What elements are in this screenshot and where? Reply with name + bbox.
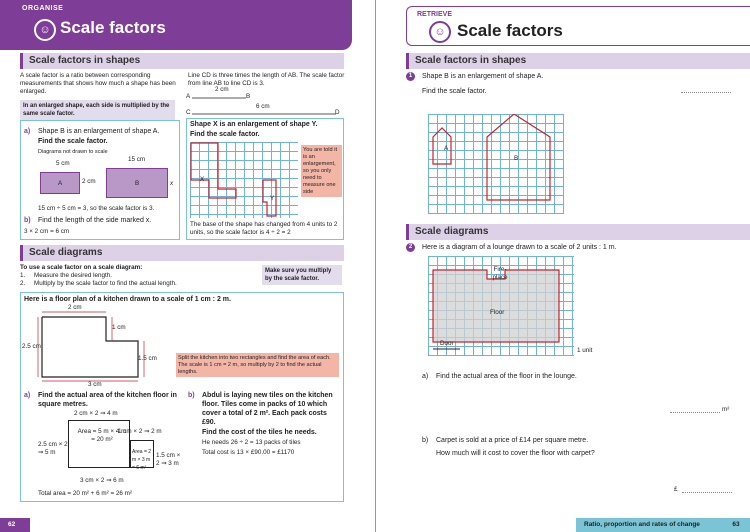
line-text: Line CD is three times the length of AB. The scale factor from line AB to line CD is 3. [188,72,345,87]
unit-m2: m² [722,406,730,413]
answer-line-2b[interactable] [682,492,732,493]
q2a-label: a) [422,373,429,380]
header-tag: RETRIEVE [417,11,453,18]
page-number-left: 62 [0,518,30,532]
k-b-sub: Find the cost of the tiles he needs. [202,429,317,436]
label-shape-b: B [135,180,140,187]
dim-a-width: 5 cm [56,160,70,167]
k-dim-2cm: 2 cm [68,304,82,311]
footer-topic: Ratio, proportion and rates of change [576,518,721,532]
question-1-number: 1 [406,72,415,81]
section-heading-diagrams: Scale diagrams [20,245,344,261]
k-calc-area1: Area = 5 m × 4 m = 20 m² [77,428,127,443]
kitchen-plan [20,305,170,385]
step-2-num: 2. [20,280,26,287]
organise-header [0,0,352,50]
page-title: Scale factors [60,18,166,37]
k-b-text: Abdul is laying new tiles on the kitchen floor. Tiles come in packs of 10 which cover a total of 2 m². Each pack costs £90. [202,392,333,426]
retrieve-header [406,6,750,46]
xy-shapes [190,142,298,218]
section-heading-diagrams: Scale diagrams [406,224,750,240]
answer-line-2a[interactable] [670,412,720,413]
house-shapes [428,114,564,214]
k-a-label: a) [24,392,31,399]
multiply-note: Make sure you multiply by the scale factor. [262,265,342,285]
q2b-sub: How much will it cost to cover the floor with carpet? [436,450,595,457]
q-a-text: Shape B is an enlargement of shape A. [38,128,160,135]
point-d: D [335,109,340,116]
shape-a-house [433,128,451,164]
label-shape-a: A [58,180,63,187]
label-b-house: B [514,155,519,162]
k-calc-top: 2 cm × 2 ⇒ 4 m [74,410,118,417]
section-heading-shapes: Scale factors in shapes [406,53,750,69]
k-b-label: b) [188,392,195,399]
point-c: C [186,109,191,116]
dim-b-width: 15 cm [128,156,146,163]
q-b-text: Find the length of the side marked x. [38,217,152,224]
pound-sign: £ [674,486,678,493]
page-number-right: 63 [721,518,750,532]
k-calc-left: 2.5 cm × 2 ⇒ 5 m [38,441,68,456]
question-2-number: 2 [406,243,415,252]
tip-box: You are told it is an enlargement, so you only need to measure one side [301,145,342,197]
kitchen-title: Here is a floor plan of a kitchen drawn to a scale of 1 cm : 2 m. [24,296,231,303]
floor-label: Floor [490,309,505,316]
dim-a-height: 2 cm [82,178,96,185]
k-b-answer-2: Total cost is 13 × £90.00 = £1170 [202,449,295,456]
intro-text: A scale factor is a ratio between corresponding measurements that shows how much a shape has been enlarged. [20,72,176,95]
shape-b-house [487,114,550,200]
k-total: Total area = 20 m² + 6 m² = 26 m² [38,490,132,497]
q2b-text: Carpet is sold at a price of £14 per square metre. [436,437,589,444]
use-title: To use a scale factor on a scale diagram: [20,264,143,271]
q-a-label: a) [24,128,31,135]
step-2: Multiply by the scale factor to find the actual length. [34,280,177,287]
label-y-shape: Y [270,195,275,202]
q-b-label: b) [24,217,31,224]
xy-title: Shape X is an enlargement of shape Y. [190,121,318,128]
k-dim-25cm: 2.5 cm [22,343,41,350]
door-label: Door [440,340,454,347]
fireplace-label: Fire-place [492,266,508,281]
question-1-sub: Find the scale factor. [422,88,487,95]
k-dim-15cm: 1.5 cm [138,355,157,362]
k-dim-3cm: 3 cm [88,381,102,388]
shape-x [191,143,236,198]
q-a-sub: Find the scale factor. [38,138,108,145]
page-title: Scale factors [457,21,563,40]
q2b-label: b) [422,437,429,444]
q-a-answer: 15 cm ÷ 5 cm = 3, so the scale factor is 3. [38,205,155,212]
label-x-shape: X [200,176,205,183]
section-heading-shapes: Scale factors in shapes [20,53,344,69]
step-1-num: 1. [20,272,26,279]
q-a-small: Diagrams not drawn to scale [38,149,108,155]
k-calc-right: 1.5 cm × 2 ⇒ 3 m [156,452,181,467]
label-cd: 6 cm [256,103,270,110]
question-2-text: Here is a diagram of a lounge drawn to a scale of 2 units : 1 m. [422,244,617,251]
point-b: B [246,93,251,100]
note-box: In an enlarged shape, each side is multiplied by the same scale factor. [20,100,175,120]
point-a: A [186,93,191,100]
label-x: x [170,180,174,187]
xy-sub: Find the scale factor. [190,131,260,138]
label-a-house: A [444,145,449,152]
kitchen-tip: Split the kitchen into two rectangles and find the area of each. The scale is 1 cm = 2 m, so multiply by 2 to find the actual lengths. [176,353,339,377]
k-calc-bottom: 3 cm × 2 ⇒ 6 m [80,477,124,484]
right-page [375,0,750,532]
q-b-answer: 3 × 2 cm = 6 cm [24,228,70,235]
k-calc-step: 1 cm × 2 ⇒ 2 m [118,428,162,435]
xy-answer: The base of the shape has changed from 4 units to 2 units, so the scale factor is 4 ÷ 2 = 2 [190,221,338,236]
q2a-text: Find the actual area of the floor in the lounge. [436,373,577,380]
label-ab: 2 cm [215,86,229,93]
k-b-answer-1: He needs 26 ÷ 2 = 13 packs of tiles [202,439,301,446]
smiley-icon: ☺ [429,21,451,43]
step-1: Measure the desired length. [34,272,113,279]
question-1-text: Shape B is an enlargement of shape A. [422,73,544,80]
k-dim-1cm: 1 cm [112,324,126,331]
unit-label: 1 unit [577,347,593,354]
smiley-icon: ☺ [34,19,56,41]
answer-line-1[interactable] [681,92,731,93]
k-calc-area2: Area = 2 m × 3 m = 6 m² [132,449,152,471]
k-a-text: Find the actual area of the kitchen floor in square metres. [38,392,177,408]
header-tag: ORGANISE [22,5,64,12]
